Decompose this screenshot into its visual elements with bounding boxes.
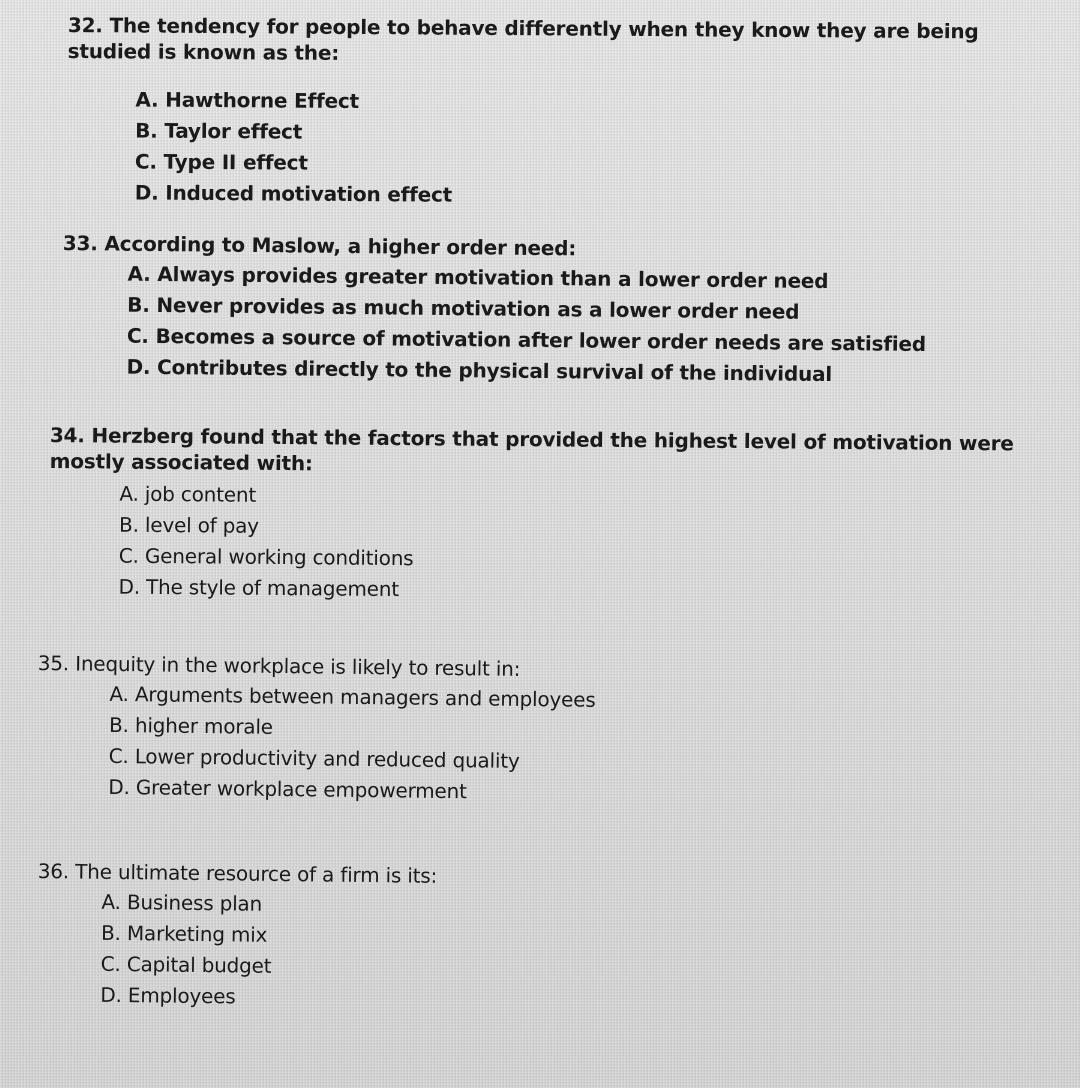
answer-option-a: A. Arguments between managers and employees [109,681,596,712]
answer-options [118,479,1039,611]
answer-options [108,679,677,810]
answer-option-b: B. Taylor effect [135,118,303,144]
question-stem: 35. Inequity in the workplace is likely to result in: [37,650,521,681]
question-35 [36,650,678,810]
question-stem: 36. The ultimate resource of a firm is its: [37,858,438,888]
question-33 [61,230,927,391]
answer-options [126,259,927,391]
answer-option-b: B. higher morale [108,712,274,739]
question-36 [36,858,458,1015]
answer-options [135,84,1053,214]
answer-option-c: C. Becomes a source of motivation after lower order needs are satisfied [126,323,927,357]
answer-option-c: C. Capital budget [100,951,272,978]
answer-option-c: C. General working conditions [118,543,414,571]
answer-options [100,887,457,1015]
question-34 [48,422,1040,611]
question-stem: 33. According to Maslow, a higher order need: [62,230,577,261]
question-32 [67,12,1053,215]
answer-option-b: B. Marketing mix [100,920,268,947]
answer-option-b: B. Never provides as much motivation as a lower order need [127,292,800,324]
answer-option-b: B. level of pay [119,512,259,538]
answer-option-d: D. Employees [100,982,236,1009]
answer-option-c: C. Lower productivity and reduced quality [108,743,520,773]
answer-option-d: D. Contributes directly to the physical survival of the individual [126,354,833,387]
answer-option-d: D. Induced motivation effect [134,180,453,207]
answer-option-d: D. The style of management [118,574,400,602]
question-stem: 32. The tendency for people to behave differently when they know they are being studied is known as the: [67,12,979,65]
question-stem: 34. Herzberg found that the factors that provided the highest level of motivation were mostly associated with: [49,422,1014,476]
answer-option-a: A. Hawthorne Effect [135,87,360,114]
answer-option-c: C. Type II effect [134,149,308,175]
answer-option-a: A. job content [119,481,257,507]
answer-option-a: A. Business plan [101,889,263,916]
answer-option-a: A. Always provides greater motivation than a lower order need [127,261,829,294]
answer-option-d: D. Greater workplace empowerment [108,774,467,804]
